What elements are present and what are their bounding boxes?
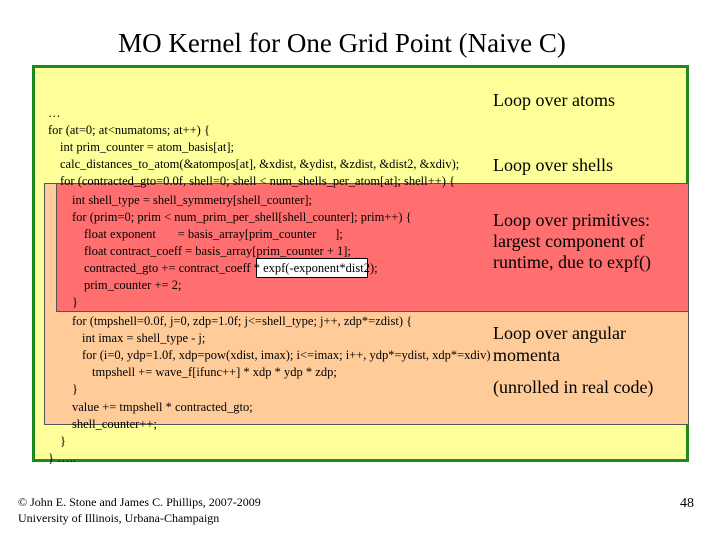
slide-title: MO Kernel for One Grid Point (Naive C) bbox=[118, 28, 566, 58]
label-unrolled: (unrolled in real code) bbox=[493, 377, 654, 397]
footer-line: University of Illinois, Urbana-Champaign bbox=[18, 511, 220, 525]
code-line: prim_counter += 2; bbox=[84, 278, 182, 292]
code-line: for (tmpshell=0.0f, j=0, zdp=1.0f; j<=shell_type; j++, zdp*=zdist) { bbox=[72, 314, 413, 328]
code-line: float contract_coeff = basis_array[prim_counter + 1]; bbox=[84, 244, 351, 258]
label-loop-angular: momenta bbox=[493, 345, 560, 365]
code-line: } bbox=[72, 382, 78, 396]
code-line: int shell_type = shell_symmetry[shell_counter]; bbox=[72, 193, 312, 207]
code-line: for (at=0; at<numatoms; at++) { bbox=[48, 123, 210, 137]
code-line: for (i=0, ydp=1.0f, xdp=pow(xdist, imax); i<=imax; i++, ydp*=ydist, xdp*=xdiv) bbox=[82, 348, 491, 362]
footer-line: © John E. Stone and James C. Phillips, 2007-2009 bbox=[18, 495, 261, 509]
label-loop-primitives: runtime, due to expf() bbox=[493, 252, 651, 272]
code-line: for (prim=0; prim < num_prim_per_shell[shell_counter]; prim++) { bbox=[72, 210, 412, 224]
code-line: int imax = shell_type - j; bbox=[82, 331, 206, 345]
label-loop-primitives: Loop over primitives: bbox=[493, 210, 650, 230]
code-line: int prim_counter = atom_basis[at]; bbox=[60, 140, 235, 154]
label-loop-atoms: Loop over atoms bbox=[493, 90, 615, 110]
code-line: contracted_gto += contract_coeff * expf(-exponent*dist2); bbox=[84, 261, 378, 275]
code-line: } ….. bbox=[48, 451, 76, 465]
code-line: } bbox=[72, 295, 78, 309]
code-line: for (contracted_gto=0.0f, shell=0; shell < num_shells_per_atom[at]; shell++) { bbox=[60, 174, 455, 188]
code-line: shell_counter++; bbox=[72, 417, 157, 431]
code-line: … bbox=[48, 106, 61, 120]
code-line: calc_distances_to_atom(&atompos[at], &xdist, &ydist, &zdist, &dist2, &xdiv); bbox=[60, 157, 460, 171]
code-line: tmpshell += wave_f[ifunc++] * xdp * ydp * zdp; bbox=[92, 365, 337, 379]
label-loop-primitives: largest component of bbox=[493, 231, 645, 251]
label-loop-shells: Loop over shells bbox=[493, 155, 613, 175]
code-line: float exponent = basis_array[prim_counter ]; bbox=[84, 227, 343, 241]
label-loop-angular: Loop over angular bbox=[493, 323, 626, 343]
code-line: } bbox=[60, 434, 66, 448]
copyright-footer bbox=[18, 494, 261, 526]
code-line: value += tmpshell * contracted_gto; bbox=[72, 400, 253, 414]
page-number: 48 bbox=[680, 496, 694, 511]
